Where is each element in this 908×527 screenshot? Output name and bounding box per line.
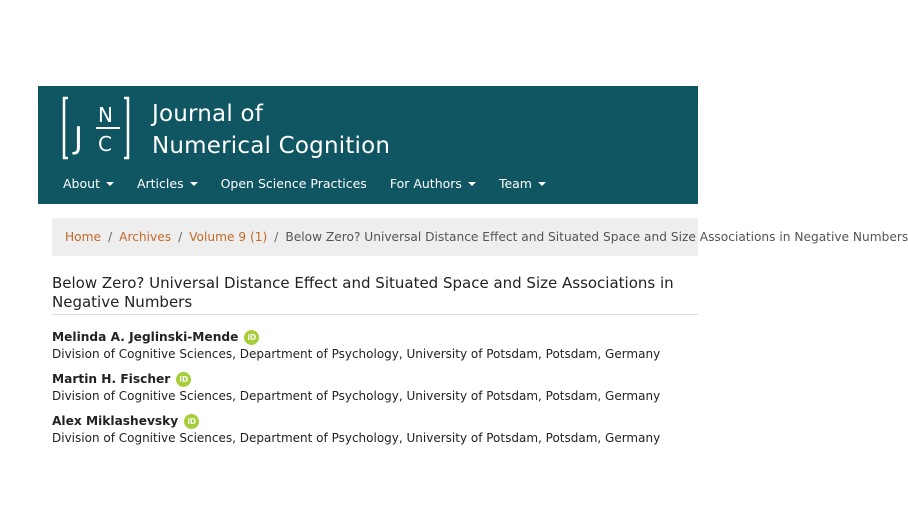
breadcrumb-volume[interactable]: Volume 9 (1): [189, 230, 268, 244]
author-affiliation: Division of Cognitive Sciences, Department of Psychology, University of Potsdam, Potsdam, Germany: [52, 389, 661, 403]
author-name: Melinda A. Jeglinski-Mende: [52, 330, 239, 344]
divider: [52, 314, 698, 315]
breadcrumb-archives[interactable]: Archives: [119, 230, 172, 244]
orcid-icon[interactable]: iD: [244, 330, 259, 345]
main-nav: [63, 176, 569, 191]
caret-down-icon: [190, 182, 198, 186]
caret-down-icon: [106, 182, 114, 186]
breadcrumb-separator: /: [274, 230, 279, 244]
author-affiliation: Division of Cognitive Sciences, Department of Psychology, University of Potsdam, Potsdam, Germany: [52, 347, 661, 361]
logo-letter-c: C: [98, 132, 112, 156]
nav-for-authors[interactable]: For Authors: [390, 176, 476, 191]
breadcrumb: [52, 218, 908, 256]
author-name: Martin H. Fischer: [52, 372, 171, 386]
logo-letter-j: J: [74, 121, 83, 156]
article-title: Below Zero? Universal Distance Effect and Situated Space and Size Associations in Negative Numbers: [52, 274, 674, 311]
jnc-logo-icon[interactable]: [62, 96, 130, 160]
author-entry: [52, 412, 660, 445]
breadcrumb-separator: /: [178, 230, 183, 244]
site-header: [38, 86, 698, 204]
caret-down-icon: [538, 182, 546, 186]
breadcrumb-separator: /: [108, 230, 113, 244]
journal-title[interactable]: [152, 98, 390, 162]
journal-title-line1: Journal of: [152, 101, 264, 127]
author-entry: [52, 370, 660, 403]
nav-about[interactable]: About: [63, 176, 114, 191]
breadcrumb-current: Below Zero? Universal Distance Effect and Situated Space and Size Associations in Negative Numbers: [285, 230, 908, 244]
nav-open-science-practices[interactable]: Open Science Practices: [220, 176, 367, 191]
journal-title-line2: Numerical Cognition: [152, 133, 391, 159]
breadcrumb-home[interactable]: Home: [65, 230, 101, 244]
logo-letter-n: N: [98, 103, 113, 127]
nav-team[interactable]: Team: [499, 176, 546, 191]
author-name: Alex Miklashevsky: [52, 414, 179, 428]
orcid-icon[interactable]: iD: [176, 372, 191, 387]
author-entry: [52, 328, 660, 361]
author-affiliation: Division of Cognitive Sciences, Department of Psychology, University of Potsdam, Potsdam, Germany: [52, 431, 661, 445]
orcid-icon[interactable]: iD: [184, 414, 199, 429]
caret-down-icon: [468, 182, 476, 186]
jnc-logo-graphic: [62, 96, 130, 160]
nav-articles[interactable]: Articles: [137, 176, 198, 191]
